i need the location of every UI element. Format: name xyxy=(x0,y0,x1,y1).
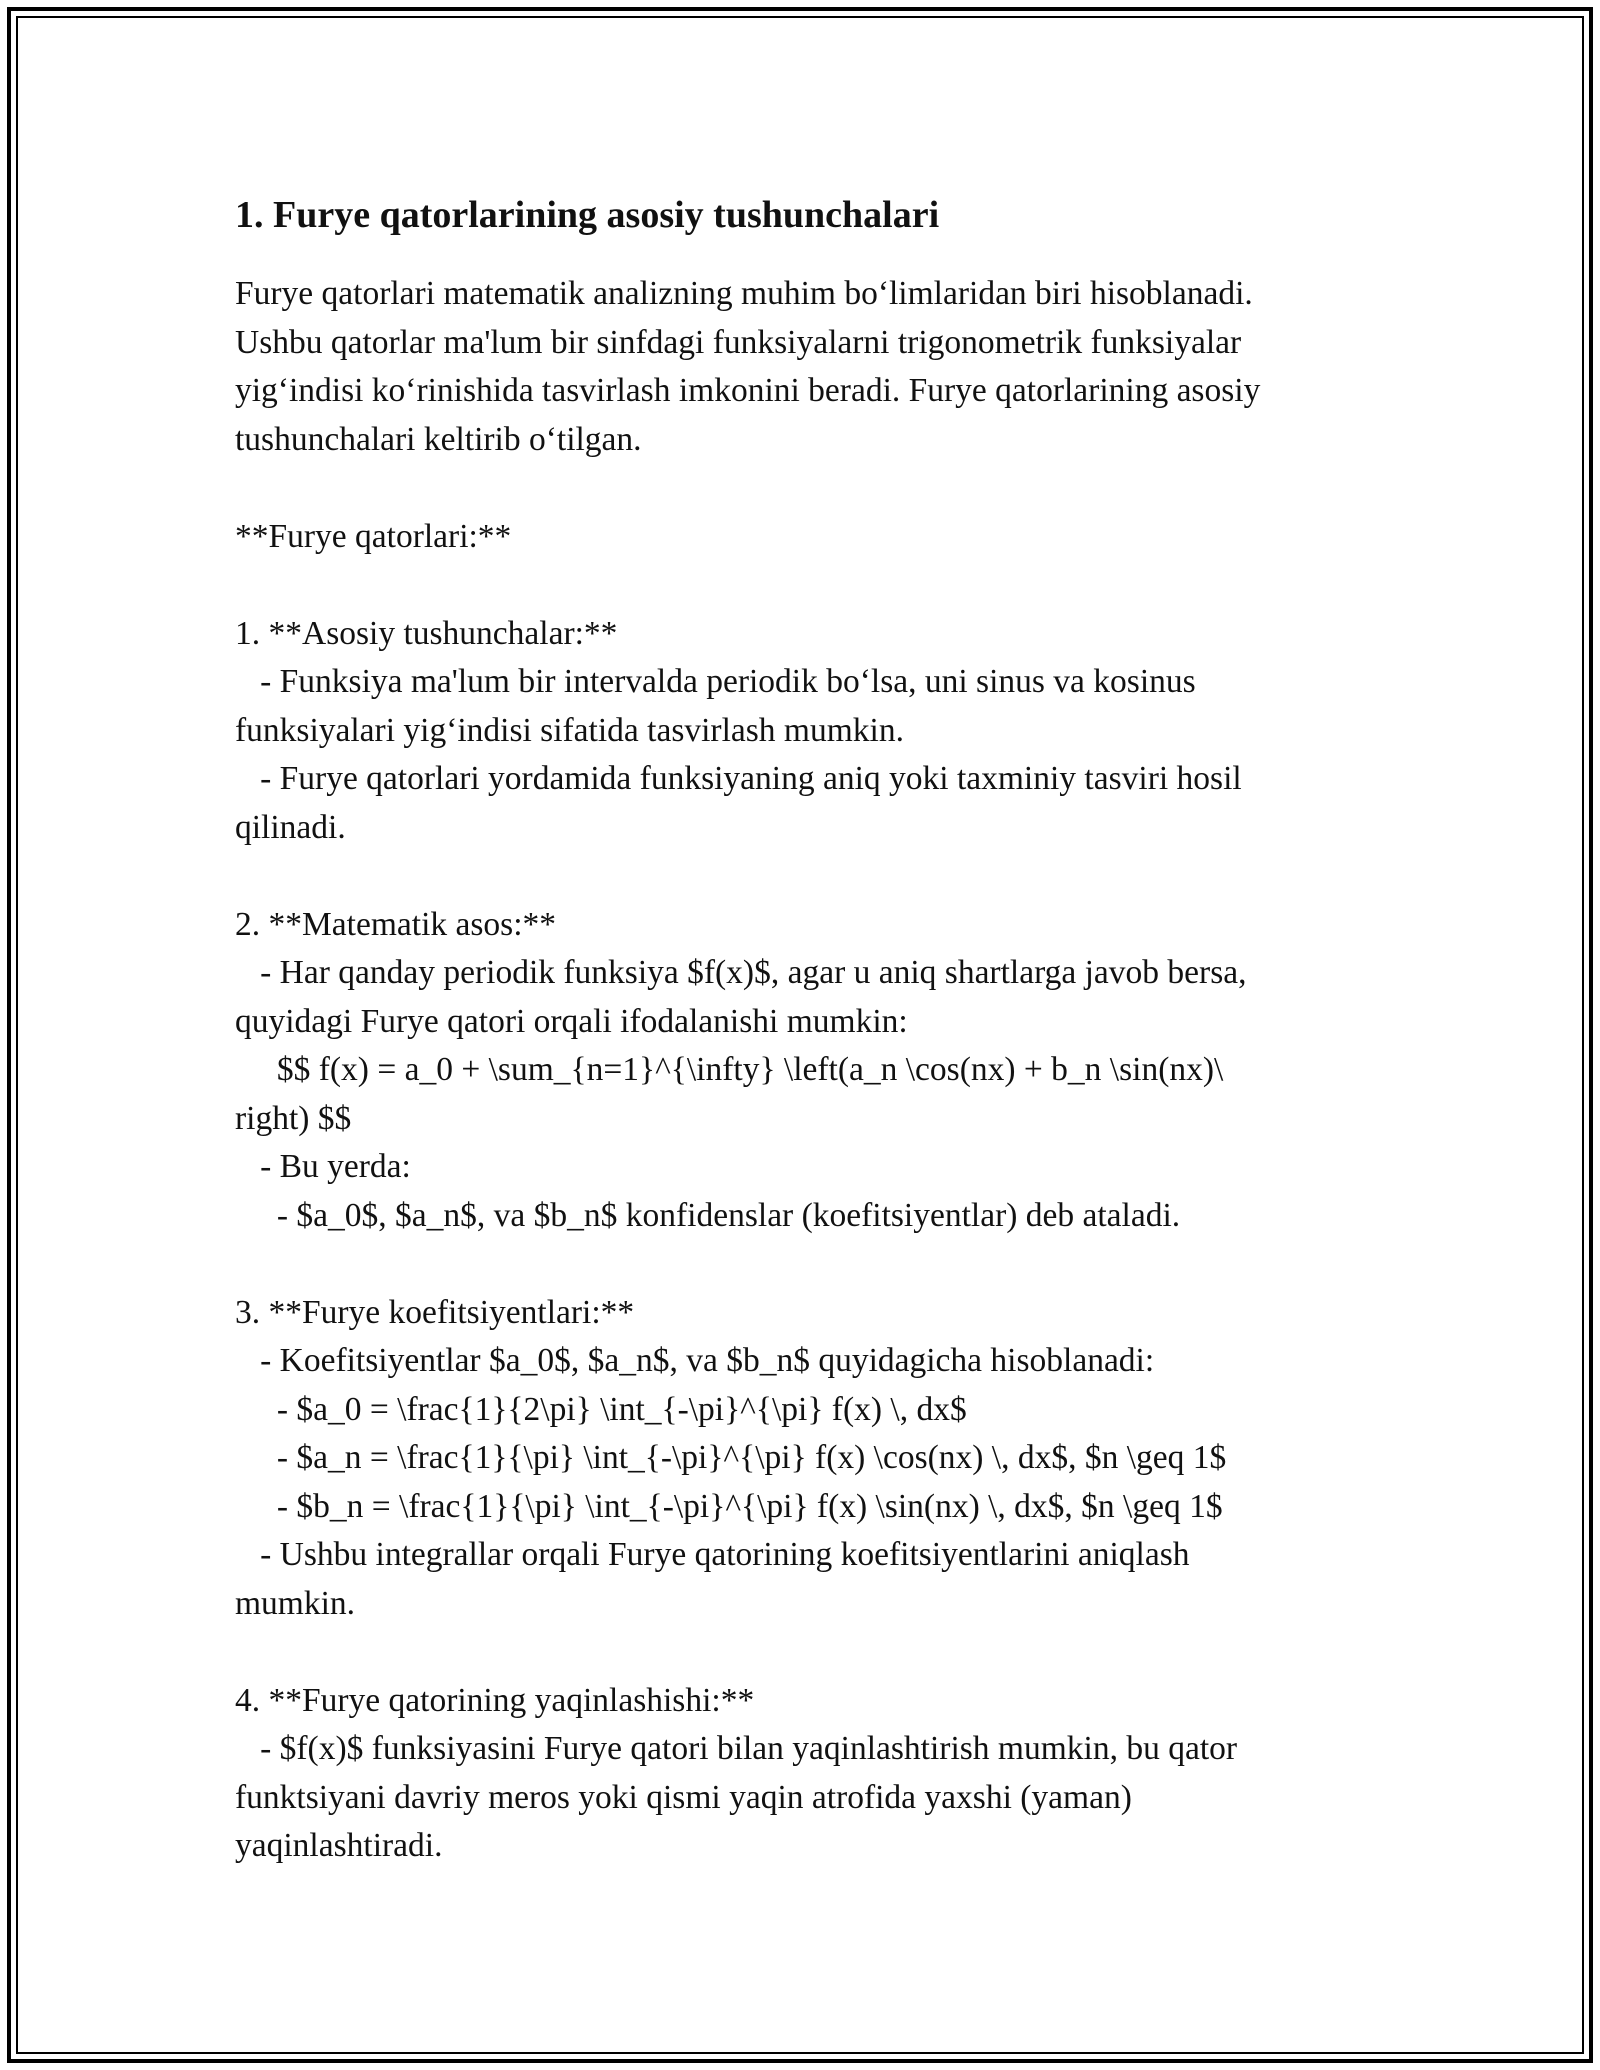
text-line: funksiyalari yig‘indisi sifatida tasvirlash mumkin. xyxy=(235,711,904,749)
text-line: funktsiyani davriy meros yoki qismi yaqin atrofida yaxshi (yaman) xyxy=(235,1778,1132,1816)
text-line: yaqinlashtiradi. xyxy=(235,1827,443,1864)
text-line: - Furye qatorlari yordamida funksiyaning aniq yoki taxminiy tasviri hosil xyxy=(235,760,1242,797)
text-line: 1. **Asosiy tushunchalar:** xyxy=(235,614,618,652)
text-line: - Ushbu integrallar orqali Furye qatorining koefitsiyentlarini aniqlash xyxy=(235,1536,1190,1573)
text-line: tushunchalari keltirib o‘tilgan. xyxy=(235,420,642,458)
text-line: - Bu yerda: xyxy=(235,1148,411,1185)
text-line: quyidagi Furye qatori orqali ifodalanishi mumkin: xyxy=(235,1002,908,1040)
text-line: Ushbu qatorlar ma'lum bir sinfdagi funksiyalarni trigonometrik funksiyalar xyxy=(235,323,1242,361)
blank-line xyxy=(235,464,1365,513)
text-line: Furye qatorlari matematik analizning muhim bo‘limlaridan biri hisoblanadi. xyxy=(235,275,1253,312)
text-line: - $a_0$, $a_n$, va $b_n$ konfidenslar (koefitsiyentlar) deb ataladi. xyxy=(235,1196,1181,1234)
document-content xyxy=(235,190,1365,1871)
text-line: 3. **Furye koefitsiyentlari:** xyxy=(235,1293,635,1331)
document-title: 1. Furye qatorlarining asosiy tushunchalari xyxy=(235,194,940,236)
text-line: yig‘indisi ko‘rinishida tasvirlash imkonini beradi. Furye qatorlarining asosiy xyxy=(235,372,1261,409)
text-line: - Har qanday periodik funksiya $f(x)$, agar u aniq shartlarga javob bersa, xyxy=(235,954,1247,991)
text-line: 4. **Furye qatorining yaqinlashishi:** xyxy=(235,1681,755,1719)
text-line: - Koefitsiyentlar $a_0$, $a_n$, va $b_n$ quyidagicha hisoblanadi: xyxy=(235,1342,1155,1379)
blank-line xyxy=(235,1240,1365,1289)
text-line: - Funksiya ma'lum bir intervalda periodik bo‘lsa, uni sinus va kosinus xyxy=(235,663,1196,700)
text-line: - $a_n = \frac{1}{\pi} \int_{-\pi}^{\pi} f(x) \cos(nx) \, dx$, $n \geq 1$ xyxy=(235,1439,1227,1476)
text-line: - $a_0 = \frac{1}{2\pi} \int_{-\pi}^{\pi} f(x) \, dx$ xyxy=(235,1390,967,1428)
document-body xyxy=(235,270,1365,1871)
text-line: right) $$ xyxy=(235,1099,352,1137)
text-line: qilinadi. xyxy=(235,808,346,846)
text-line: **Furye qatorlari:** xyxy=(235,517,512,555)
text-line: 2. **Matematik asos:** xyxy=(235,905,556,943)
text-line: $$ f(x) = a_0 + \sum_{n=1}^{\infty} \left(a_n \cos(nx) + b_n \sin(nx)\ xyxy=(235,1051,1224,1088)
text-line: - $f(x)$ funksiyasini Furye qatori bilan yaqinlashtirish mumkin, bu qator xyxy=(235,1730,1238,1767)
text-line: mumkin. xyxy=(235,1584,356,1622)
blank-line xyxy=(235,852,1365,901)
blank-line xyxy=(235,1628,1365,1677)
text-line: - $b_n = \frac{1}{\pi} \int_{-\pi}^{\pi} f(x) \sin(nx) \, dx$, $n \geq 1$ xyxy=(235,1487,1223,1525)
blank-line xyxy=(235,561,1365,610)
